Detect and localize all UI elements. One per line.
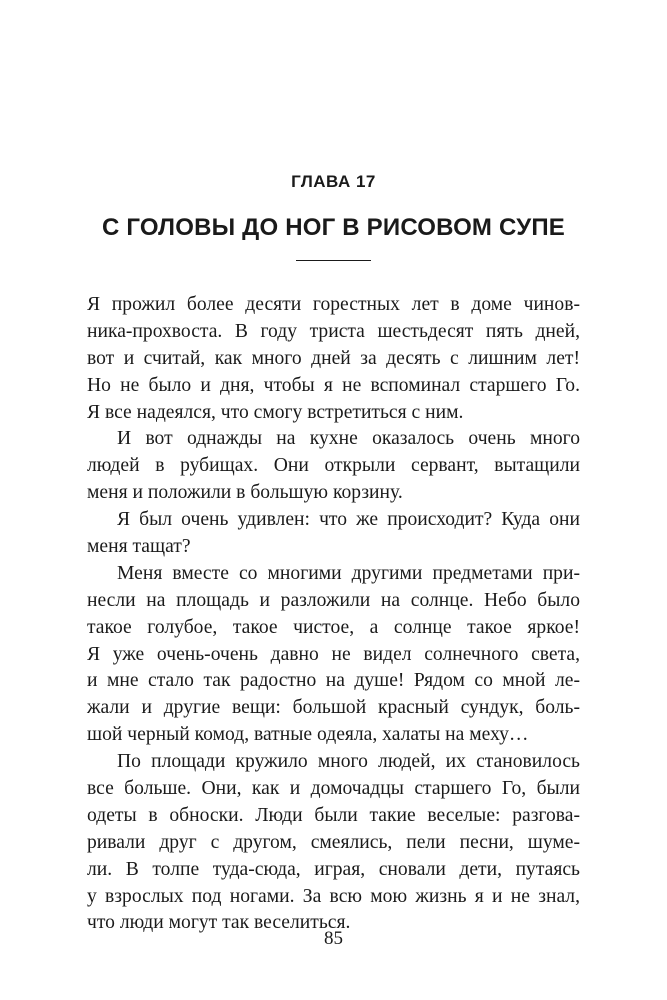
title-divider xyxy=(296,260,371,261)
text-line: людей в рубищах. Они открыли сервант, вытащили xyxy=(87,455,580,477)
text-line: Но не было и дня, чтобы я не вспоминал старшего Го. xyxy=(87,374,580,396)
text-line: все больше. Они, как и домочадцы старшего Го, были xyxy=(87,778,580,800)
text-line: Меня вместе со многими другими предметами при- xyxy=(117,562,580,584)
text-line: Я был очень удивлен: что же происходит? Куда они xyxy=(117,509,580,531)
text-line: Я прожил более десяти горестных лет в доме чинов- xyxy=(87,294,580,315)
text-line: Я все надеялся, что смогу встретиться с ним. xyxy=(87,401,464,423)
text-line: такое голубое, такое чистое, а солнце такое яркое! xyxy=(87,616,580,638)
text-line: одеты в обноски. Люди были такие веселые: разгова- xyxy=(87,804,580,826)
text-line: и мне стало так радостно на душе! Рядом со мной ле- xyxy=(87,670,580,692)
text-line: И вот однажды на кухне оказалось очень много xyxy=(117,428,580,450)
text-line: меня тащат? xyxy=(87,536,191,558)
text-line: ли. В толпе туда-сюда, играя, сновали дети, путаясь xyxy=(87,858,580,880)
chapter-label: ГЛАВА 17 xyxy=(291,172,376,191)
page-number: 85 xyxy=(324,928,343,949)
text-line: ника-прохвоста. В году триста шестьдесят пять дней, xyxy=(87,320,580,342)
text-line: Я уже очень-очень давно не видел солнечного света, xyxy=(87,643,580,665)
text-line: несли на площадь и разложили на солнце. Небо было xyxy=(87,589,580,611)
body-text xyxy=(87,292,580,937)
chapter-title: С ГОЛОВЫ ДО НОГ В РИСОВОМ СУПЕ xyxy=(102,214,565,241)
text-line: По площади кружило много людей, их становилось xyxy=(117,751,580,773)
text-line: что люди могут так веселиться. xyxy=(87,912,351,934)
text-line: вот и считай, как много дней за десять с лишним лет! xyxy=(87,347,580,369)
text-line: у взрослых под ногами. За всю мою жизнь я и не знал, xyxy=(87,885,580,907)
text-line: шой черный комод, ватные одеяла, халаты на меху… xyxy=(87,724,529,746)
text-line: жали и другие вещи: большой красный сундук, боль- xyxy=(87,697,580,719)
text-line: ривали друг с другом, смеялись, пели песни, шуме- xyxy=(87,831,580,853)
text-line: меня и положили в большую корзину. xyxy=(87,482,403,504)
